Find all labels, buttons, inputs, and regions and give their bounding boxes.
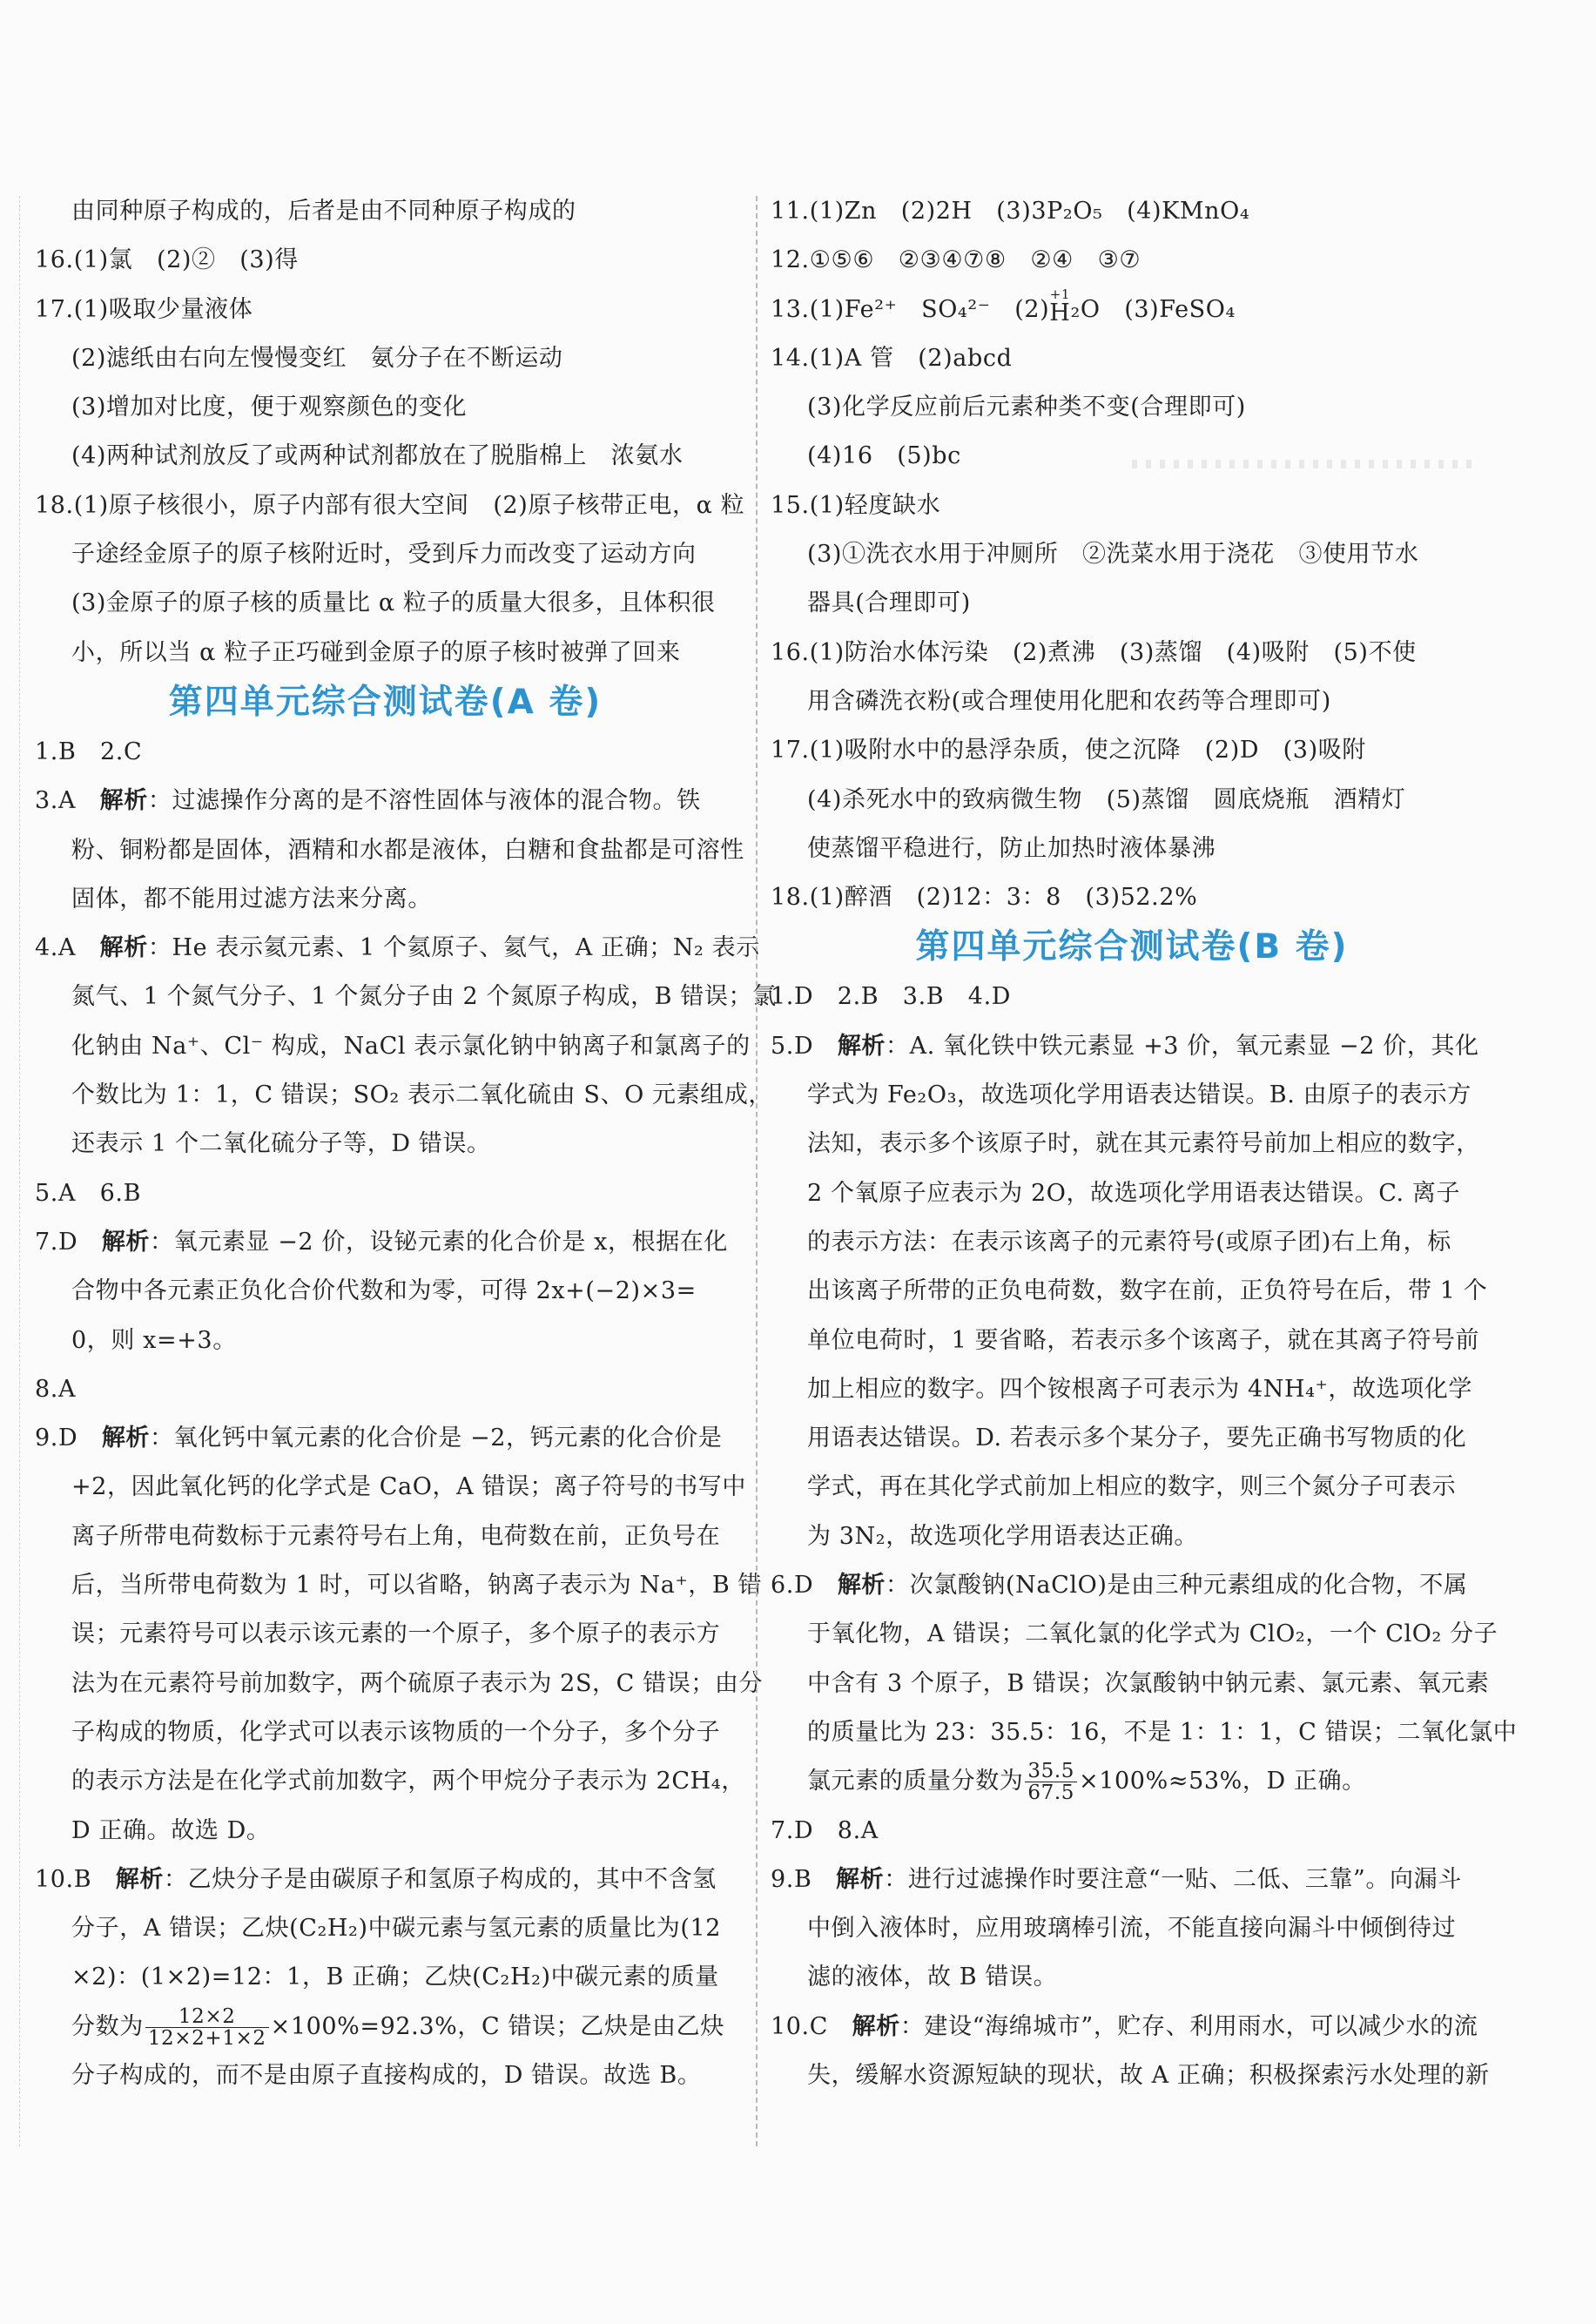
- answer-line: 学式，再在其化学式前加上相应的数字，则三个氮分子可表示: [807, 1473, 1457, 1501]
- answer-line: 粉、铜粉都是固体，酒精和水都是液体，白糖和食盐都是可溶性: [71, 836, 744, 864]
- answer-line: [35, 1218, 736, 1267]
- answer-line: 固体，都不能用过滤方法来分离。: [71, 885, 432, 913]
- answer-line: 中倒入液体时，应用玻璃棒引流，不能直接向漏斗中倾倒待过: [807, 1915, 1457, 1943]
- answer-text: ：乙炔分子是由碳原子和氢原子构成的，其中不含氢: [164, 1865, 717, 1893]
- answer-line: [35, 1414, 736, 1463]
- answer-line: 误；元素符号可以表示该元素的一个原子，多个原子的表示方: [71, 1620, 721, 1648]
- answer-line: 12.①⑤⑥ ②③④⑦⑧ ②④ ③⑦: [771, 246, 1141, 274]
- valence-mark: [1049, 288, 1070, 325]
- question-number: 9.B: [771, 1865, 812, 1893]
- answer-line: 器具(合理即可): [807, 589, 971, 617]
- answer-line: [771, 1561, 1493, 1610]
- answer-text: ：A. 氧化铁中铁元素显 +3 价，氧元素显 −2 价，其化: [886, 1032, 1479, 1060]
- answer-line: 5.A 6.B: [35, 1179, 142, 1207]
- answer-line: 使蒸馏平稳进行，防止加热时液体暴沸: [807, 834, 1216, 862]
- answer-line: 14.(1)A 管 (2)abcd: [771, 344, 1013, 372]
- answer-line: 0，则 x=+3。: [71, 1326, 237, 1354]
- answer-line: 失，缓解水资源短缺的现状，故 A 正确；积极探索污水处理的新: [807, 2061, 1490, 2089]
- question-number: 4.A: [35, 934, 77, 962]
- answer-line: 化钠由 Na⁺、Cl⁻ 构成，NaCl 表示氯化钠中钠离子和氯离子的: [71, 1032, 751, 1060]
- analysis-label: 解析: [99, 934, 148, 962]
- question-number: 7.D: [35, 1228, 78, 1256]
- answer-line: +2，因此氧化钙的化学式是 CaO，A 错误；离子符号的书写中: [71, 1473, 746, 1501]
- answer-text: ×100%≈53%，D 正确。: [1079, 1768, 1366, 1795]
- answer-line: 后，当所带电荷数为 1 时，可以省略，钠离子表示为 Na⁺，B 错: [71, 1572, 763, 1600]
- question-number: 10.C: [771, 2012, 828, 2040]
- answer-line: 1.D 2.B 3.B 4.D: [771, 983, 1012, 1011]
- answer-line: 18.(1)醉酒 (2)12：3：8 (3)52.2%: [771, 884, 1198, 912]
- answer-text: ：次氯酸钠(NaClO)是由三种元素组成的化合物，不属: [886, 1572, 1468, 1600]
- answer-line: (3)金原子的原子核的质量比 α 粒子的质量大很多，且体积很: [71, 589, 716, 617]
- answer-line: 单位电荷时，1 要省略，若表示多个该离子，就在其离子符号前: [807, 1326, 1480, 1354]
- answer-line: 2 个氧原子应表示为 2O，故选项化学用语表达错误。C. 离子: [807, 1179, 1461, 1207]
- answer-line: 出该离子所带的正负电荷数，数字在前，正负符号在后，带 1 个: [807, 1277, 1488, 1305]
- answer-line: [771, 1856, 1493, 1904]
- answer-line: 为 3N₂，故选项化学用语表达正确。: [807, 1522, 1199, 1550]
- answer-line: 17.(1)吸取少量液体: [35, 295, 253, 323]
- answer-line: 学式为 Fe₂O₃，故选项化学用语表达错误。B. 由原子的表示方: [807, 1081, 1471, 1109]
- fraction-numerator: 12×2: [145, 2006, 269, 2028]
- answer-text: ₂O (3)FeSO₄: [1070, 295, 1236, 323]
- answer-line: 11.(1)Zn (2)2H (3)3P₂O₅ (4)KMnO₄: [771, 198, 1250, 225]
- answer-line: 由同种原子构成的，后者是由不同种原子构成的: [71, 198, 576, 225]
- answer-line: [771, 1757, 1493, 1806]
- answer-line: 还表示 1 个二氧化硫分子等，D 错误。: [71, 1130, 491, 1158]
- valence-number: +1: [1049, 286, 1071, 302]
- answer-line: [35, 924, 760, 973]
- analysis-label: 解析: [101, 1228, 151, 1256]
- fraction-numerator: 35.5: [1025, 1761, 1077, 1782]
- answer-line: (2)滤纸由右向左慢慢变红 氨分子在不断运动: [71, 344, 563, 372]
- analysis-label: 解析: [101, 1425, 151, 1452]
- analysis-label: 解析: [99, 787, 148, 815]
- answer-text: 13.(1)Fe²⁺ SO₄²⁻ (2): [771, 295, 1050, 323]
- answer-line: 的表示方法：在表示该离子的元素符号(或原子团)右上角，标: [807, 1228, 1451, 1256]
- analysis-label: 解析: [837, 1032, 886, 1060]
- analysis-label: 解析: [852, 2012, 900, 2040]
- answer-line: D 正确。故选 D。: [71, 1816, 271, 1844]
- question-number: 3.A: [35, 787, 77, 815]
- analysis-label: 解析: [837, 1572, 886, 1600]
- answer-line: (3)增加对比度，便于观察颜色的变化: [71, 394, 468, 421]
- question-number: 5.D: [771, 1032, 814, 1060]
- fraction: [145, 2006, 269, 2049]
- answer-line: [35, 2003, 736, 2051]
- answer-text: ：建设“海绵城市”，贮存、利用雨水，可以减少水的流: [899, 2012, 1478, 2040]
- answer-text: ：氧化钙中氧元素的化合价是 −2，钙元素的化合价是: [150, 1425, 723, 1452]
- answer-text: 分数为: [71, 2012, 144, 2040]
- answer-line: 用语表达错误。D. 若表示多个某分子，要先正确书写物质的化: [807, 1425, 1467, 1452]
- question-number: 9.D: [35, 1425, 78, 1452]
- answer-line: [771, 286, 1493, 334]
- answer-text: ：过滤操作分离的是不溶性固体与液体的混合物。铁: [147, 787, 701, 815]
- answer-line: [771, 1022, 1493, 1071]
- answer-line: (3)化学反应前后元素种类不变(合理即可): [807, 394, 1246, 421]
- left-column: [35, 187, 777, 2100]
- section-heading: 第四单元综合测试卷(A 卷): [168, 682, 603, 722]
- element-symbol: H: [1049, 299, 1071, 327]
- answer-line: 8.A: [35, 1375, 77, 1403]
- answer-line: 的表示方法是在化学式前加数字，两个甲烷分子表示为 2CH₄，: [71, 1768, 745, 1795]
- answer-text: ：进行过滤操作时要注意“一贴、二低、三靠”。向漏斗: [884, 1865, 1462, 1893]
- answer-line: 中含有 3 个原子，B 错误；次氯酸钠中钠元素、氯元素、氧元素: [807, 1669, 1490, 1697]
- answer-line: 分子构成的，而不是由原子直接构成的，D 错误。故选 B。: [71, 2061, 702, 2089]
- answer-line: 16.(1)防治水体污染 (2)煮沸 (3)蒸馏 (4)吸附 (5)不使: [771, 638, 1417, 666]
- answer-line: [35, 777, 736, 825]
- answer-line: 的质量比为 23：35.5：16，不是 1：1：1，C 错误；二氧化氯中: [807, 1718, 1518, 1746]
- column-divider: [756, 196, 758, 2146]
- answer-line: 合物中各元素正负化合价代数和为零，可得 2x+(−2)×3=: [71, 1277, 697, 1305]
- answer-line: 于氧化物，A 错误；二氧化氯的化学式为 ClO₂，一个 ClO₂ 分子: [807, 1620, 1498, 1648]
- answer-line: [771, 2003, 1493, 2051]
- fraction-denominator: 67.5: [1027, 1782, 1075, 1805]
- fraction-denominator: 12×2+1×2: [147, 2026, 266, 2050]
- answer-line: 7.D 8.A: [771, 1816, 879, 1844]
- answer-line: 法知，表示多个该原子时，就在其元素符号前加上相应的数字，: [807, 1130, 1480, 1158]
- margin-line: [19, 196, 20, 2146]
- answer-line: 15.(1)轻度缺水: [771, 491, 941, 519]
- answer-line: 用含磷洗衣粉(或合理使用化肥和农药等合理即可): [807, 687, 1331, 715]
- answer-text: ：氧元素显 −2 价，设铋元素的化合价是 x，根据在化: [150, 1228, 729, 1256]
- answer-line: 分子，A 错误；乙炔(C₂H₂)中碳元素与氢元素的质量比为(12: [71, 1915, 722, 1943]
- answer-line: 18.(1)原子核很小，原子内部有很大空间 (2)原子核带正电，α 粒: [35, 491, 745, 519]
- section-heading: 第四单元综合测试卷(B 卷): [915, 927, 1349, 967]
- print-smudge: [1132, 460, 1480, 468]
- right-column: [771, 187, 1518, 2100]
- answer-line: ×2)：(1×2)=12：1，B 正确；乙炔(C₂H₂)中碳元素的质量: [71, 1964, 719, 1991]
- answer-line: 个数比为 1：1，C 错误；SO₂ 表示二氧化硫由 S、O 元素组成，: [71, 1081, 773, 1109]
- question-number: 6.D: [771, 1572, 814, 1600]
- analysis-label: 解析: [115, 1865, 164, 1893]
- answer-line: (4)两种试剂放反了或两种试剂都放在了脱脂棉上 浓氨水: [71, 442, 684, 470]
- analysis-label: 解析: [836, 1865, 885, 1893]
- answer-line: 子途经金原子的原子核附近时，受到斥力而改变了运动方向: [71, 541, 697, 569]
- answer-line: (4)杀死水中的致病微生物 (5)蒸馏 圆底烧瓶 酒精灯: [807, 785, 1406, 813]
- answer-line: 法为在元素符号前加数字，两个硫原子表示为 2S，C 错误；由分: [71, 1669, 764, 1697]
- answer-text: ：He 表示氦元素、1 个氦原子、氦气，A 正确；N₂ 表示: [147, 934, 760, 962]
- answer-line: 小，所以当 α 粒子正巧碰到金原子的原子核时被弹了回来: [71, 638, 681, 666]
- answer-line: (3)①洗衣水用于冲厕所 ②洗菜水用于浇花 ③使用节水: [807, 541, 1419, 569]
- answer-line: 离子所带电荷数标于元素符号右上角，电荷数在前，正负号在: [71, 1522, 721, 1550]
- answer-line: 子构成的物质，化学式可以表示该物质的一个分子，多个分子: [71, 1718, 721, 1746]
- answer-line: 1.B 2.C: [35, 738, 143, 765]
- answer-text: ×100%=92.3%，C 错误；乙炔是由乙炔: [270, 2012, 724, 2040]
- answer-line: 17.(1)吸附水中的悬浮杂质，使之沉降 (2)D (3)吸附: [771, 737, 1366, 765]
- answer-line: 加上相应的数字。四个铵根离子可表示为 4NH₄⁺，故选项化学: [807, 1375, 1473, 1403]
- answer-text: 氯元素的质量分数为: [807, 1768, 1024, 1795]
- answer-line: 滤的液体，故 B 错误。: [807, 1964, 1058, 1991]
- question-number: 10.B: [35, 1865, 92, 1893]
- answer-line: 氮气、1 个氮气分子、1 个氮分子由 2 个氮原子构成，B 错误；氯: [71, 983, 777, 1011]
- answer-line: (4)16 (5)bc: [807, 442, 961, 470]
- answer-line: 16.(1)氯 (2)② (3)得: [35, 246, 299, 274]
- answer-line: [35, 1856, 736, 1904]
- fraction: [1025, 1761, 1077, 1803]
